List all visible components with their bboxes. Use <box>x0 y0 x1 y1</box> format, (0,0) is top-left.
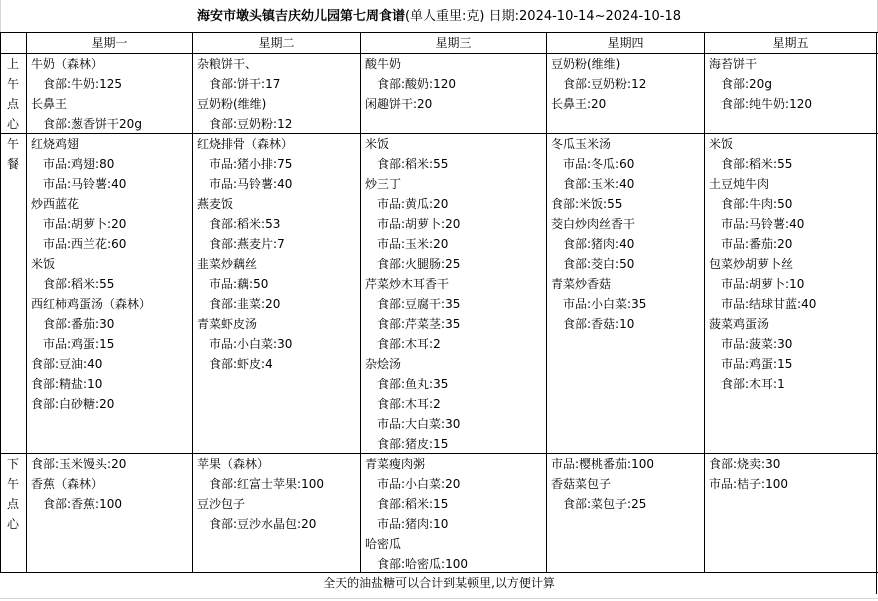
ingredient-line: 市品:鸡翅:80 <box>43 157 115 171</box>
grid-line <box>876 32 877 594</box>
dish-line: 炒西蓝花 <box>31 197 80 211</box>
ingredient-line: 食部:木耳:2 <box>377 397 441 411</box>
ingredient-line: 食部:芹菜茎:35 <box>377 317 461 331</box>
ingredient-line: 食部:燕麦片:7 <box>209 237 285 251</box>
ingredient-line: 食部:玉米:40 <box>563 177 635 191</box>
menu-cell <box>193 134 360 374</box>
ingredient-line: 食部:番茄:30 <box>43 317 115 331</box>
slot-lunch: 午 餐 <box>6 137 19 171</box>
dish-line: 香菇菜包子 <box>551 477 612 491</box>
ingredient-line: 市品:玉米:20 <box>377 237 449 251</box>
day-header-thu: 星期四 <box>607 36 644 50</box>
ingredient-line: 市品:胡萝卜:20 <box>43 217 127 231</box>
dish-line: 哈密瓜 <box>365 537 402 551</box>
day-header-tue: 星期二 <box>258 36 295 50</box>
footer-note: 全天的油盐糖可以合计到某顿里,以方便计算 <box>323 576 555 590</box>
dish-line: 芹菜炒木耳香干 <box>365 277 450 291</box>
ingredient-line: 食部:韭菜:20 <box>209 297 281 311</box>
ingredient-line: 食部:酸奶:120 <box>377 77 456 91</box>
dish-line: 土豆炖牛肉 <box>709 177 770 191</box>
menu-cell <box>193 54 360 134</box>
page-title <box>0 4 878 30</box>
day-header-wed: 星期三 <box>435 36 472 50</box>
menu-cell <box>547 54 704 114</box>
dish-line: 食部:白砂糖:20 <box>31 397 115 411</box>
ingredient-line: 市品:马铃薯:40 <box>43 177 127 191</box>
ingredient-line: 食部:牛肉:50 <box>721 197 793 211</box>
dish-line: 青菜虾皮汤 <box>197 317 258 331</box>
dish-line: 豆奶粉(维维) <box>197 97 267 111</box>
menu-cell <box>361 134 546 454</box>
dish-line: 牛奶（森林） <box>31 57 104 71</box>
ingredient-line: 食部:茭白:50 <box>563 257 635 271</box>
menu-cell <box>705 454 876 494</box>
dish-line: 食部:精盐:10 <box>31 377 103 391</box>
ingredient-line: 市品:小白菜:20 <box>377 477 461 491</box>
dish-line: 食部:豆油:40 <box>31 357 103 371</box>
ingredient-line: 食部:虾皮:4 <box>209 357 273 371</box>
dish-line: 红烧鸡翅 <box>31 137 80 151</box>
ingredient-line: 市品:鸡蛋:15 <box>721 357 793 371</box>
ingredient-line: 食部:鱼丸:35 <box>377 377 449 391</box>
dish-line: 食部:米饭:55 <box>551 197 623 211</box>
ingredient-line: 食部:火腿肠:25 <box>377 257 461 271</box>
dish-line: 米饭 <box>709 137 734 151</box>
dish-line: 米饭 <box>31 257 56 271</box>
dish-line: 苹果（森林） <box>197 457 270 471</box>
ingredient-line: 食部:红富士苹果:100 <box>209 477 324 491</box>
dish-line: 燕麦饭 <box>197 197 234 211</box>
menu-cell <box>193 454 360 534</box>
dish-line: 红烧排骨（森林） <box>197 137 294 151</box>
dish-line: 长鼻王 <box>31 97 68 111</box>
dish-line: 茭白炒肉丝香干 <box>551 217 636 231</box>
menu-cell <box>361 454 546 574</box>
menu-cell <box>27 134 192 414</box>
ingredient-line: 市品:小白菜:30 <box>209 337 293 351</box>
title-date-range: 2024-10-14~2024-10-18 <box>519 9 682 24</box>
ingredient-line: 食部:饼干:17 <box>209 77 281 91</box>
ingredient-line: 食部:香菇:10 <box>563 317 635 331</box>
sheet-gridline <box>0 0 1 32</box>
ingredient-line: 市品:鸡蛋:15 <box>43 337 115 351</box>
ingredient-line: 市品:结球甘蓝:40 <box>721 297 817 311</box>
dish-line: 菠菜鸡蛋汤 <box>709 317 770 331</box>
dish-line: 市品:樱桃番茄:100 <box>551 457 654 471</box>
ingredient-line: 食部:猪皮:15 <box>377 437 449 451</box>
ingredient-line: 市品:冬瓜:60 <box>563 157 635 171</box>
dish-line: 香蕉（森林） <box>31 477 104 491</box>
ingredient-line: 食部:菜包子:25 <box>563 497 647 511</box>
dish-line: 青菜瘦肉粥 <box>365 457 426 471</box>
ingredient-line: 市品:胡萝卜:10 <box>721 277 805 291</box>
ingredient-line: 食部:哈密瓜:100 <box>377 557 468 571</box>
title-main: 海安市墩头镇吉庆幼儿园第七周食谱 <box>196 9 405 24</box>
ingredient-line: 食部:稻米:55 <box>377 157 449 171</box>
dish-line: 海苔饼干 <box>709 57 758 71</box>
day-header-fri: 星期五 <box>772 36 809 50</box>
ingredient-line: 市品:菠菜:30 <box>721 337 793 351</box>
ingredient-line: 食部:木耳:2 <box>377 337 441 351</box>
menu-cell <box>547 454 704 514</box>
ingredient-line: 食部:猪肉:40 <box>563 237 635 251</box>
ingredient-line: 食部:稻米:55 <box>721 157 793 171</box>
ingredient-line: 食部:纯牛奶:120 <box>721 97 812 111</box>
ingredient-line: 市品:猪小排:75 <box>209 157 293 171</box>
ingredient-line: 市品:马铃薯:40 <box>209 177 293 191</box>
grid-line <box>0 32 878 33</box>
dish-line: 豆沙包子 <box>197 497 246 511</box>
ingredient-line: 市品:番茄:20 <box>721 237 793 251</box>
ingredient-line: 食部:豆腐干:35 <box>377 297 461 311</box>
dish-line: 市品:桔子:100 <box>709 477 788 491</box>
menu-cell <box>705 54 876 114</box>
dish-line: 米饭 <box>365 137 390 151</box>
menu-cell <box>705 134 876 394</box>
ingredient-line: 食部:稻米:55 <box>43 277 115 291</box>
ingredient-line: 食部:豆沙水晶包:20 <box>209 517 317 531</box>
dish-line: 青菜炒香菇 <box>551 277 612 291</box>
dish-line: 冬瓜玉米汤 <box>551 137 612 151</box>
ingredient-line: 食部:豆奶粉:12 <box>209 117 293 131</box>
ingredient-line: 食部:20g <box>721 77 772 91</box>
dish-line: 西红柿鸡蛋汤（森林） <box>31 297 152 311</box>
ingredient-line: 市品:黄瓜:20 <box>377 197 449 211</box>
ingredient-line: 食部:牛奶:125 <box>43 77 122 91</box>
ingredient-line: 市品:小白菜:35 <box>563 297 647 311</box>
ingredient-line: 市品:胡萝卜:20 <box>377 217 461 231</box>
sheet-gridline <box>0 598 878 599</box>
ingredient-line: 市品:猪肉:10 <box>377 517 449 531</box>
dish-line: 闲趣饼干:20 <box>365 97 433 111</box>
ingredient-line: 食部:豆奶粉:12 <box>563 77 647 91</box>
dish-line: 长鼻王:20 <box>551 97 607 111</box>
day-header-mon: 星期一 <box>91 36 128 50</box>
dish-line: 杂粮饼干、 <box>197 57 258 71</box>
dish-line: 食部:烧卖:30 <box>709 457 781 471</box>
dish-line: 韭菜炒藕丝 <box>197 257 258 271</box>
ingredient-line: 食部:稻米:53 <box>209 217 281 231</box>
ingredient-line: 食部:葱香饼干20g <box>43 117 142 131</box>
dish-line: 豆奶粉(维维) <box>551 57 621 71</box>
dish-line: 包菜炒胡萝卜丝 <box>709 257 794 271</box>
ingredient-line: 食部:木耳:1 <box>721 377 785 391</box>
ingredient-line: 食部:香蕉:100 <box>43 497 122 511</box>
menu-cell <box>547 134 704 334</box>
slot-afternoon-snack: 下 午 点 心 <box>6 457 19 531</box>
slot-morning-snack: 上 午 点 心 <box>6 57 19 131</box>
title-date-label: 日期: <box>488 9 520 24</box>
dish-line: 食部:玉米馒头:20 <box>31 457 127 471</box>
ingredient-line: 市品:马铃薯:40 <box>721 217 805 231</box>
menu-cell <box>27 454 192 514</box>
ingredient-line: 食部:稻米:15 <box>377 497 449 511</box>
dish-line: 杂烩汤 <box>365 357 402 371</box>
menu-cell <box>361 54 546 114</box>
dish-line: 酸牛奶 <box>365 57 402 71</box>
menu-cell <box>27 54 192 134</box>
ingredient-line: 市品:大白菜:30 <box>377 417 461 431</box>
dish-line: 炒三丁 <box>365 177 402 191</box>
ingredient-line: 市品:藕:50 <box>209 277 269 291</box>
ingredient-line: 市品:西兰花:60 <box>43 237 127 251</box>
title-unit: (单人重里:克) <box>404 9 485 24</box>
